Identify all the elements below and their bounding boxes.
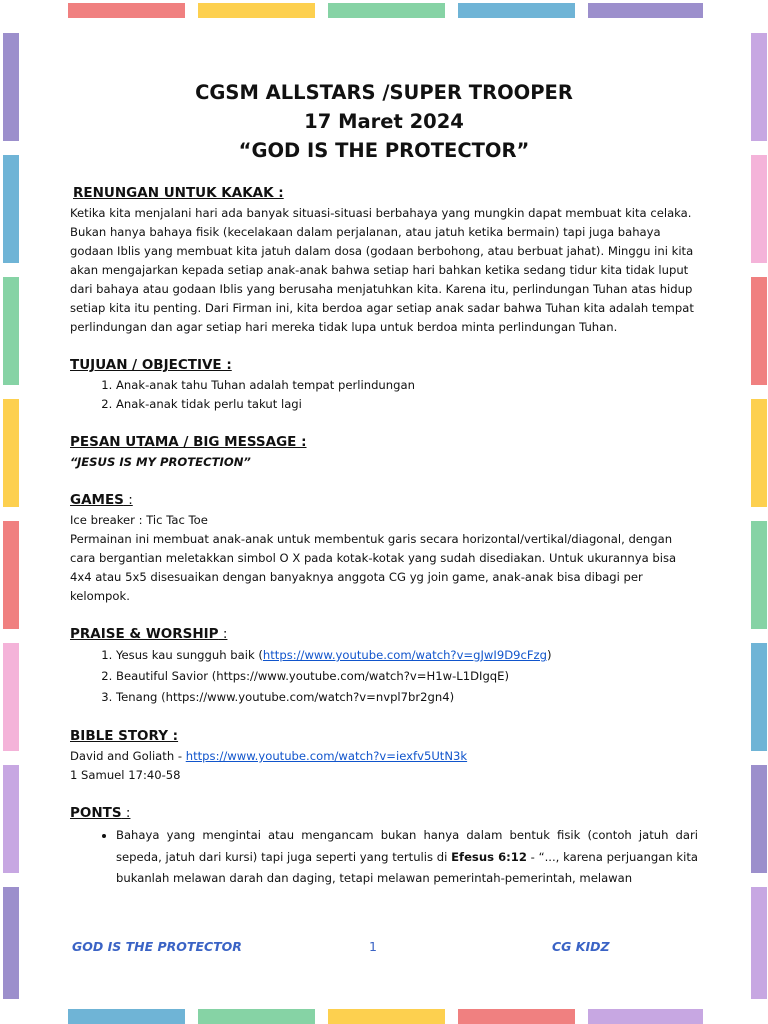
song-link[interactable]: https://www.youtube.com/watch?v=gJwI9D9cFzg [262,648,547,662]
games-heading-text: GAMES [70,492,124,508]
list-item [116,645,698,666]
right-decor-bar-3 [751,277,767,385]
games-body: Permainan ini membuat anak-anak untuk membentuk garis secara horizontal/vertikal/diagonal, dengan cara bergantian meletakkan simbol O X pada kotak-kotak yang sudah disediakan. Untuk ukurannya bisa 4x4 atau 5x5 disesuaikan dengan banyaknya anggota CG yg join game, anak-anak bisa dibagi per kelompok. [70,532,677,603]
left-decor-bar-8 [3,887,19,999]
top-decor-bar-2 [198,3,315,18]
left-decor-bar-6 [3,643,19,751]
list-item: 2. Anak-anak tidak perlu takut lagi [116,395,698,414]
song-title: Yesus kau sungguh baik ( [116,648,263,662]
games-icebreaker: Ice breaker : Tic Tac Toe [70,513,208,527]
left-decor-bar-4 [3,399,19,507]
story-link[interactable]: https://www.youtube.com/watch?v=iexfv5UtN3k [185,749,468,763]
page-footer [72,939,612,957]
point-reference: Efesus 6:12 [451,849,527,864]
footer-page-number: 1 [369,939,377,954]
title-line-1: CGSM ALLSTARS /SUPER TROOPER [195,81,573,104]
ponts-heading-text: PONTS [70,805,122,821]
list-item [116,825,698,890]
bottom-decor-bar-2 [198,1009,315,1024]
tujuan-heading: TUJUAN / OBJECTIVE : [70,357,232,373]
footer-left: GOD IS THE PROTECTOR [72,939,242,954]
right-decor-bar-6 [751,643,767,751]
bible-story-line [70,747,698,766]
left-decor-bar-3 [3,277,19,385]
bottom-decor-bar-5 [588,1009,703,1024]
song-title: Beautiful Savior (https://www.youtube.com/watch?v=H1w-L1DIgqE) [116,669,510,683]
renungan-body: Ketika kita menjalani hari ada banyak situasi-situasi berbahaya yang mungkin dapat membuat kita celaka. Bukan hanya bahaya fisik (kecelakaan dalam perjalanan, atau jatuh ketika bermain) tapi juga bahaya godaan Iblis yang membuat kita jatuh dalam dosa (godaan berbohong, atau berbuat jahat). Minggu ini kita akan mengajarkan kepada setiap anak-anak bahwa setiap hari bahkan ketika sedang tidur kita tidak luput dari bahaya atau godaan Iblis yang berusaha menjatuhkan kita. Karena itu, perlindungan Tuhan atas hidup setiap kita itu penting. Dari Firman ini, kita berdoa agar setiap anak sadar bahwa Tuhan kita adalah tempat perlindungan dan agar setiap hari mereka tidak lupa untuk berdoa minta perlindungan Tuhan. [70,206,694,334]
point-text-cont: - “..., karena perjuangan kita bukanlah melawan darah dan daging, tetapi melawan pemerintah-pemerintah, melawan [116,849,698,885]
renungan-heading: RENUNGAN UNTUK KAKAK : [73,185,284,201]
title-line-3: “GOD IS THE PROTECTOR” [238,139,530,162]
right-decor-bar-4 [751,399,767,507]
left-decor-bar-2 [3,155,19,263]
right-decor-bar-1 [751,33,767,141]
right-decor-bar-5 [751,521,767,629]
praise-heading [70,624,698,644]
right-decor-bar-8 [751,887,767,999]
document-title [70,78,698,165]
top-decor-bar-5 [588,3,703,18]
top-decor-bar-4 [458,3,575,18]
praise-heading-text: PRAISE & WORSHIP [70,626,219,642]
left-decor-bar-7 [3,765,19,873]
praise-list [70,645,698,708]
right-decor-bar-7 [751,765,767,873]
left-decor-bar-5 [3,521,19,629]
bible-verse: 1 Samuel 17:40-58 [70,768,181,782]
left-decor-bar-1 [3,33,19,141]
song-title-end: ) [547,648,552,662]
bottom-decor-bar-1 [68,1009,185,1024]
tujuan-list [70,376,698,414]
top-decor-bar-1 [68,3,185,18]
games-heading [70,490,698,510]
document-body [70,78,698,890]
song-title: Tenang (https://www.youtube.com/watch?v=nvpl7br2gn4) [116,690,455,704]
ponts-heading [70,803,698,823]
bible-heading: BIBLE STORY : [70,728,179,744]
ponts-heading-suffix: : [121,805,131,821]
story-name: David and Goliath - [70,749,186,763]
bottom-decor-bar-3 [328,1009,445,1024]
list-item [116,666,698,687]
big-message-text: “JESUS IS MY PROTECTION” [70,455,251,469]
top-decor-bar-3 [328,3,445,18]
right-decor-bar-2 [751,155,767,263]
pesan-heading: PESAN UTAMA / BIG MESSAGE : [70,434,307,450]
point-text: Bahaya yang mengintai atau mengancam bukan hanya dalam bentuk fisik (contoh jatuh dari sepeda, jatuh dari kursi) tapi juga seperti yang tertulis di [116,828,698,864]
bottom-decor-bar-4 [458,1009,575,1024]
games-heading-suffix: : [123,492,133,508]
points-list [70,825,698,890]
title-line-2: 17 Maret 2024 [304,110,464,133]
list-item [116,687,698,708]
footer-right: CG KIDZ [552,939,610,954]
list-item: 1. Anak-anak tahu Tuhan adalah tempat perlindungan [116,376,698,395]
praise-heading-suffix: : [218,626,228,642]
